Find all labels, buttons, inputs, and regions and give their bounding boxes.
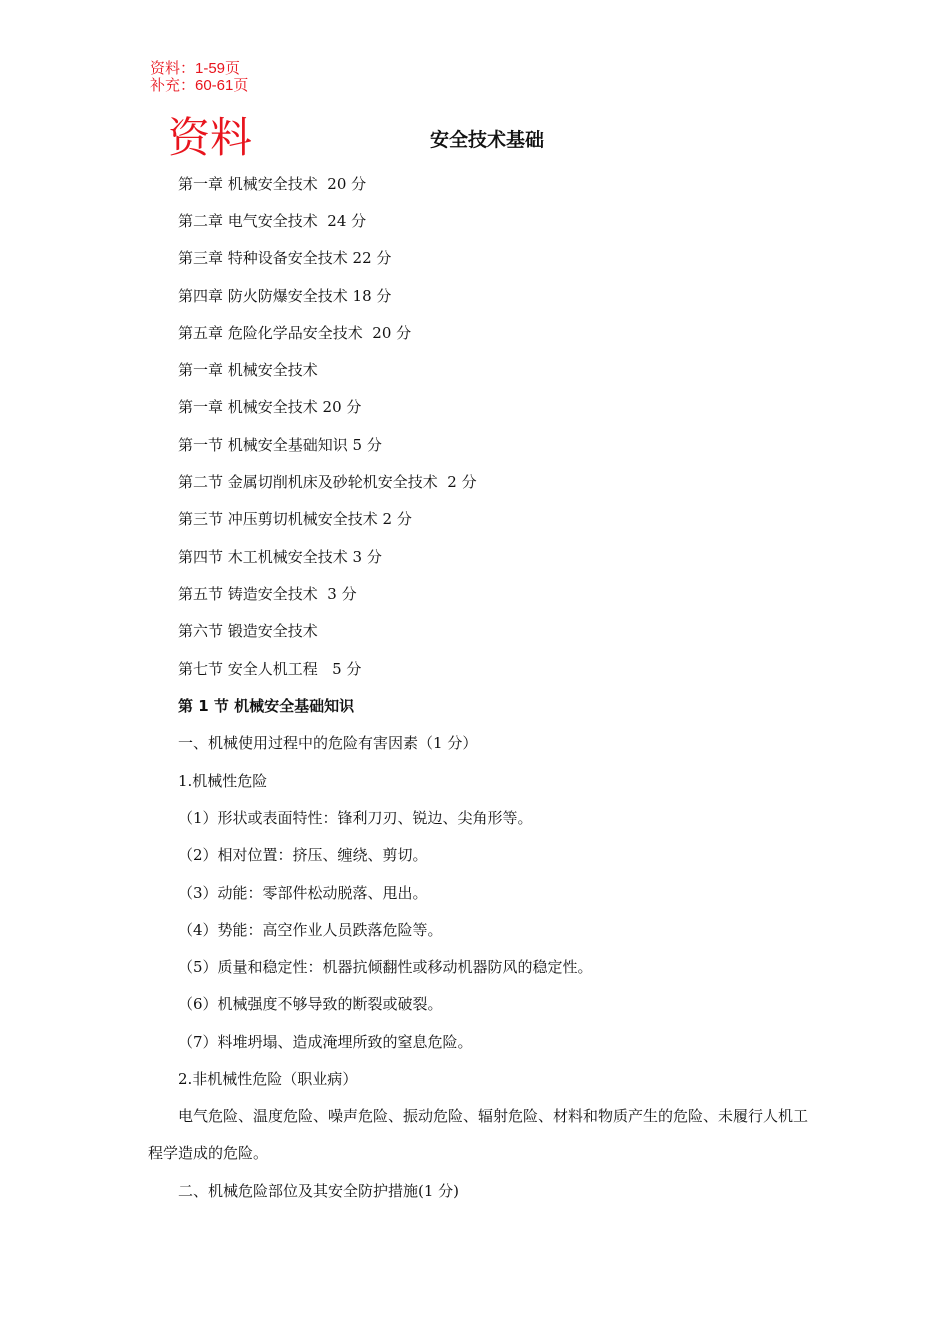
supplement-range-note: 补充：60-61页 xyxy=(150,77,249,94)
chapter-heading: 第一章 机械安全技术 xyxy=(178,361,318,379)
hazard-item-7: （7）料堆坍塌、造成淹埋所致的窒息危险。 xyxy=(178,1033,473,1051)
hazard-item-3: （3）动能：零部件松动脱落、甩出。 xyxy=(178,884,428,902)
hazard-item-4: （4）势能：高空作业人员跌落危险等。 xyxy=(178,921,443,939)
section-item-6: 第六节 锻造安全技术 xyxy=(178,622,318,640)
toc-chapter-3: 第三章 特种设备安全技术 22 分 xyxy=(178,249,392,267)
non-mechanical-hazard-heading: 2.非机械性危险（职业病） xyxy=(178,1070,358,1088)
hazard-item-2: （2）相对位置：挤压、缠绕、剪切。 xyxy=(178,846,428,864)
section-item-4: 第四节 木工机械安全技术 3 分 xyxy=(178,548,382,566)
toc-chapter-1: 第一章 机械安全技术 20 分 xyxy=(178,175,367,193)
page-range-note: 资料：1-59页 xyxy=(150,60,241,77)
section-item-5: 第五节 铸造安全技术 3 分 xyxy=(178,585,357,603)
hazard-item-1: （1）形状或表面特性：锋利刀刃、锐边、尖角形等。 xyxy=(178,809,533,827)
toc-chapter-4: 第四章 防火防爆安全技术 18 分 xyxy=(178,287,392,305)
section-item-1: 第一节 机械安全基础知识 5 分 xyxy=(178,436,382,454)
toc-chapter-5: 第五章 危险化学品安全技术 20 分 xyxy=(178,324,412,342)
toc-chapter-2: 第二章 电气安全技术 24 分 xyxy=(178,212,367,230)
section-item-3: 第三节 冲压剪切机械安全技术 2 分 xyxy=(178,510,412,528)
hazard-item-6: （6）机械强度不够导致的断裂或破裂。 xyxy=(178,995,443,1013)
non-mechanical-hazard-paragraph: 电气危险、温度危险、噪声危险、振动危险、辐射危险、材料和物质产生的危险、未履行人机工程学造成的危险。 xyxy=(148,1107,809,1162)
part1-heading: 一、机械使用过程中的危险有害因素（1 分） xyxy=(178,734,478,752)
chapter-subtitle: 第一章 机械安全技术 20 分 xyxy=(178,398,362,416)
mechanical-hazard-heading: 1.机械性危险 xyxy=(178,772,268,790)
hazard-item-5: （5）质量和稳定性：机器抗倾翻性或移动机器防风的稳定性。 xyxy=(178,958,593,976)
section-item-7: 第七节 安全人机工程 5 分 xyxy=(178,660,362,678)
section-item-2: 第二节 金属切削机床及砂轮机安全技术 2 分 xyxy=(178,473,477,491)
material-stamp: 资料 xyxy=(168,113,253,162)
part2-heading: 二、机械危险部位及其安全防护措施(1 分) xyxy=(178,1182,460,1200)
section1-heading: 第 1 节 机械安全基础知识 xyxy=(178,697,355,715)
document-title: 安全技术基础 xyxy=(430,129,545,151)
